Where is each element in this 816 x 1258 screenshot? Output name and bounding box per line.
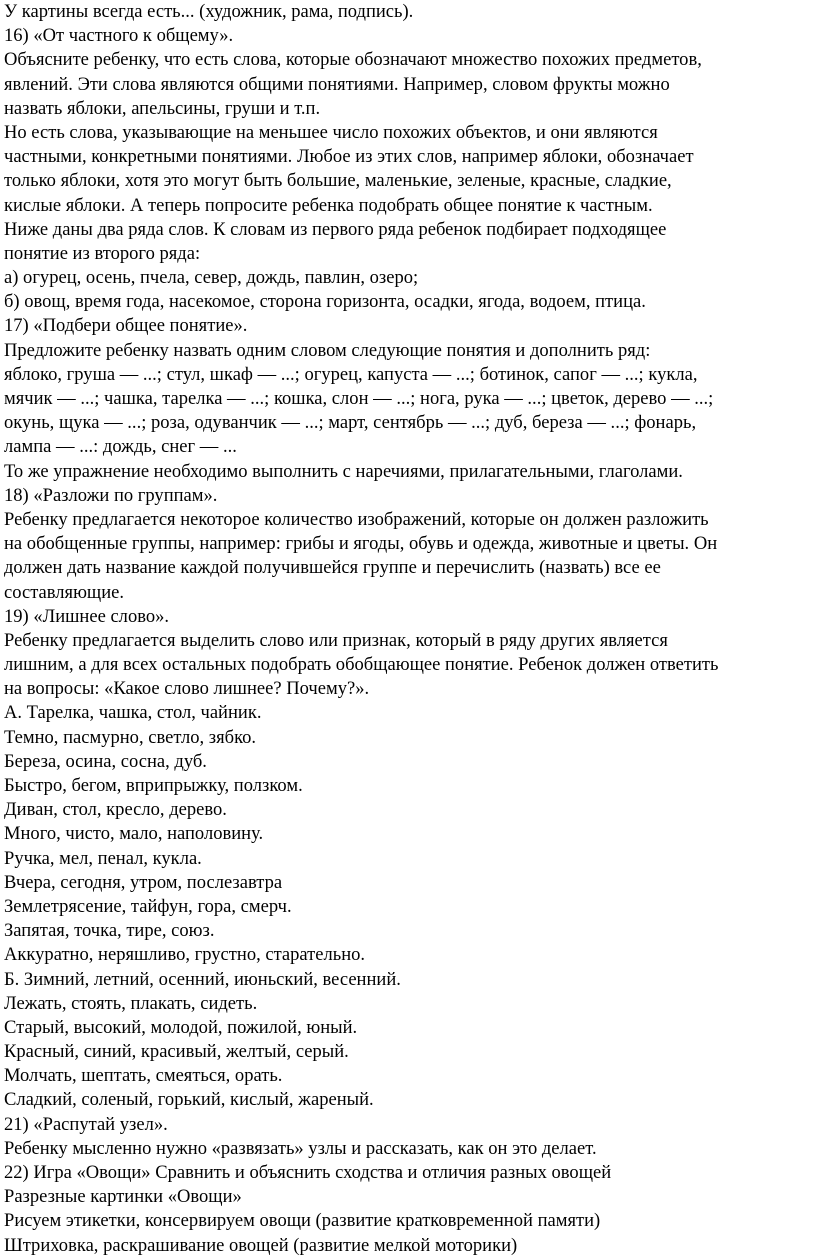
text-line: 16) «От частного к общему». xyxy=(4,25,234,47)
text-line: Ниже даны два ряда слов. К словам из первого ряда ребенок подбирает подходящее xyxy=(4,218,667,240)
text-line: Разрезные картинки «Овощи» xyxy=(4,1186,242,1208)
text-line: назвать яблоки, апельсины, груши и т.п. xyxy=(4,97,321,119)
text-line: Быстро, бегом, вприпрыжку, ползком. xyxy=(4,775,303,796)
text-line: То же упражнение необходимо выполнить с наречиями, прилагательными, глаголами. xyxy=(4,460,683,482)
text-line: явлений. Эти слова являются общими понятиями. Например, словом фрукты можно xyxy=(4,73,670,95)
text-line: понятие из второго ряда: xyxy=(4,242,201,264)
text-line: Рисуем этикетки, консервируем овощи (развитие кратковременной памяти) xyxy=(4,1210,601,1232)
text-line: Лежать, стоять, плакать, сидеть. xyxy=(4,992,258,1014)
text-line: Молчать, шептать, смеяться, орать. xyxy=(4,1065,283,1087)
text-line: только яблоки, хотя это могут быть большие, маленькие, зеленые, красные, сладкие, xyxy=(4,170,672,192)
text-line: Но есть слова, указывающие на меньшее число похожих объектов, и они являются xyxy=(4,121,658,143)
text-line: Ребенку предлагается некоторое количество изображений, которые он должен разложить xyxy=(4,508,709,530)
text-line: Старый, высокий, молодой, пожилой, юный. xyxy=(4,1016,358,1038)
text-line: Береза, осина, сосна, дуб. xyxy=(4,750,207,772)
text-line: 19) «Лишнее слово». xyxy=(4,605,170,627)
text-line: частными, конкретными понятиями. Любое из этих слов, например яблоки, обозначает xyxy=(4,146,694,168)
text-line: Запятая, точка, тире, союз. xyxy=(4,920,215,942)
text-line: а) огурец, осень, пчела, север, дождь, павлин, озеро; xyxy=(4,267,419,289)
text-line: Землетрясение, тайфун, гора, смерч. xyxy=(4,895,292,917)
text-line: 21) «Распутай узел». xyxy=(4,1113,168,1135)
text-line: составляющие. xyxy=(4,581,124,603)
text-line: Штриховка, раскрашивание овощей (развитие мелкой моторики) xyxy=(4,1234,518,1256)
text-line: Б. Зимний, летний, осенний, июньский, весенний. xyxy=(4,968,401,990)
text-line: на вопросы: «Какое слово лишнее? Почему?». xyxy=(4,678,370,700)
text-line: Ребенку предлагается выделить слово или признак, который в ряду других является xyxy=(4,629,668,651)
document-page xyxy=(4,0,812,1258)
text-line: Темно, пасмурно, светло, зябко. xyxy=(4,726,257,748)
text-line: кислые яблоки. А теперь попросите ребенка подобрать общее понятие к частным. xyxy=(4,194,653,216)
text-line: б) овощ, время года, насекомое, сторона горизонта, осадки, ягода, водоем, птица. xyxy=(4,291,646,313)
text-line: окунь, щука — ...; роза, одуванчик — ...; март, сентябрь — ...; дуб, береза — ...; фонарь, xyxy=(4,412,697,434)
text-line: мячик — ...; чашка, тарелка — ...; кошка, слон — ...; нога, рука — ...; цветок, дерево — ...; xyxy=(4,388,714,409)
text-line: лампа — ...: дождь, снег — ... xyxy=(4,436,237,458)
text-line: Предложите ребенку назвать одним словом следующие понятия и дополнить ряд: xyxy=(4,339,651,361)
text-line: Красный, синий, красивый, желтый, серый. xyxy=(4,1041,349,1063)
text-line: Аккуратно, неряшливо, грустно, старательно. xyxy=(4,944,366,966)
text-line: 18) «Разложи по группам». xyxy=(4,484,218,506)
text-line: яблоко, груша — ...; стул, шкаф — ...; огурец, капуста — ...; ботинок, сапог — ...; кукла, xyxy=(4,363,698,385)
text-line: У картины всегда есть... (художник, рама, подпись). xyxy=(4,1,414,22)
text-line: А. Тарелка, чашка, стол, чайник. xyxy=(4,702,262,724)
text-line: Диван, стол, кресло, дерево. xyxy=(4,799,227,821)
text-line: Сладкий, соленый, горький, кислый, жареный. xyxy=(4,1089,374,1111)
text-line: Вчера, сегодня, утром, послезавтра xyxy=(4,871,283,893)
text-line: должен дать название каждой получившейся группе и перечислить (назвать) все ее xyxy=(4,557,661,579)
text-line: Ребенку мысленно нужно «развязать» узлы и рассказать, как он это делает. xyxy=(4,1137,597,1159)
text-line: лишним, а для всех остальных подобрать обобщающее понятие. Ребенок должен ответить xyxy=(4,654,719,676)
text-line: Объясните ребенку, что есть слова, которые обозначают множество похожих предметов, xyxy=(4,49,702,71)
text-line: Ручка, мел, пенал, кукла. xyxy=(4,847,202,869)
text-line: 17) «Подбери общее понятие». xyxy=(4,315,248,337)
text-line: Много, чисто, мало, наполовину. xyxy=(4,823,264,845)
text-line: 22) Игра «Овощи» Сравнить и объяснить сходства и отличия разных овощей xyxy=(4,1162,612,1183)
text-line: на обобщенные группы, например: грибы и ягоды, обувь и одежда, животные и цветы. Он xyxy=(4,533,718,555)
